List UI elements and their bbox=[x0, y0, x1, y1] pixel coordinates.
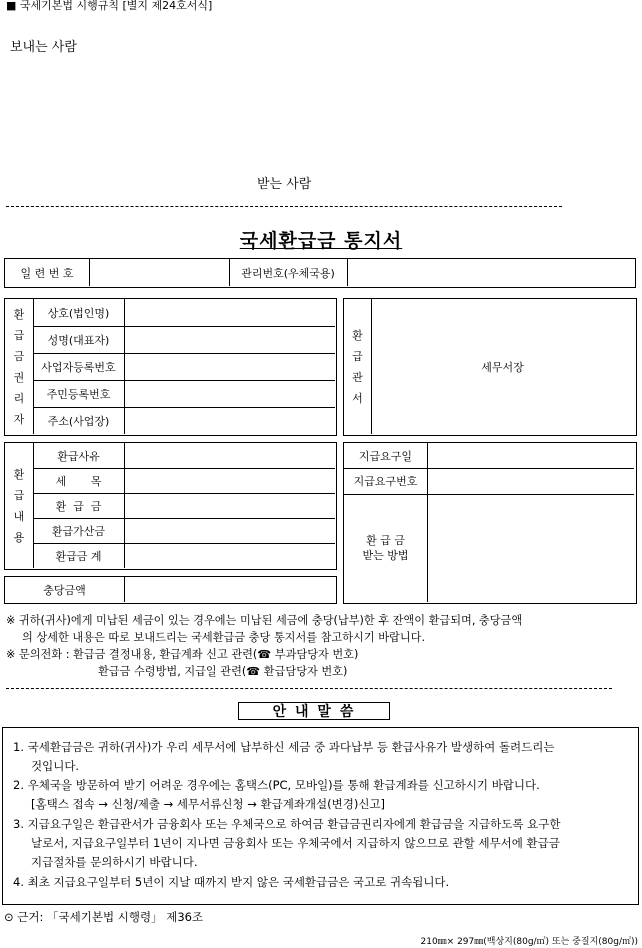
claimant-side-label: 환 급 금 권 리 자 bbox=[13, 307, 25, 426]
guide-box bbox=[2, 727, 639, 905]
document-title: 국세환급금 통지서 bbox=[239, 230, 403, 252]
receipt-method-label: 환 급 금 받는 방법 bbox=[362, 534, 409, 562]
company-name-value[interactable] bbox=[125, 299, 335, 326]
sender-label: 보내는 사람 bbox=[10, 40, 77, 55]
resident-reg-number-value[interactable] bbox=[125, 380, 335, 407]
serial-number-value[interactable] bbox=[89, 259, 229, 286]
receiver-label: 받는 사람 bbox=[257, 177, 312, 192]
payment-request-number-label: 지급요구번호 bbox=[353, 475, 418, 488]
refund-content-side-label: 환 급 내 용 bbox=[13, 467, 25, 544]
company-name-label: 상호(법인명) bbox=[47, 306, 110, 320]
guide-item-3: 3. 지급요구일은 환급관서가 금융회사 또는 우체국으로 하여금 환급금권리자에게 환급금을 지급하도록 요구한 날로서, 지급요구일부터 1년이 지나면 금융회사 또는 우체국에서 지급하지 않으므로 관할 세무서에 환급금 지급절차를 문의하시기 바랍니다. bbox=[13, 817, 561, 869]
guide-item-1: 1. 국세환급금은 귀하(귀사)가 우리 세무서에 납부하신 세금 중 과다납부 등 환급사유가 발생하여 돌려드리는 것입니다. bbox=[13, 740, 555, 773]
refund-reason-value[interactable] bbox=[125, 443, 335, 468]
refund-office-box bbox=[343, 298, 637, 436]
serial-row bbox=[4, 258, 636, 288]
refund-interest-value[interactable] bbox=[125, 518, 335, 543]
guide-item-4: 4. 최초 지급요구일부터 5년이 지날 때까지 받지 않은 국세환급금은 국고로 귀속됩니다. bbox=[13, 875, 450, 889]
offset-amount-value[interactable] bbox=[125, 577, 335, 602]
refund-content-box bbox=[4, 442, 337, 570]
representative-name-value[interactable] bbox=[125, 326, 335, 353]
paper-spec: 210㎜× 297㎜(백상지(80g/㎡) 또는 중질지(80g/㎡)) bbox=[420, 937, 638, 947]
address-value[interactable] bbox=[125, 407, 335, 434]
payment-box bbox=[343, 442, 637, 604]
tax-item-value[interactable] bbox=[125, 468, 335, 493]
refund-office-side-label: 환 급 관 서 bbox=[352, 328, 363, 405]
tax-item-label: 세 목 bbox=[55, 474, 102, 488]
business-reg-number-value[interactable] bbox=[125, 353, 335, 380]
offset-amount-label: 충당금액 bbox=[43, 583, 86, 597]
payment-request-number-value[interactable] bbox=[428, 468, 634, 494]
tax-office-head: 세무서장 bbox=[481, 360, 524, 374]
notes-section bbox=[6, 612, 638, 680]
management-number-label: 관리번호(우체국용) bbox=[241, 266, 335, 280]
payment-request-date-value[interactable] bbox=[428, 443, 634, 468]
offset-amount-row bbox=[4, 576, 337, 604]
form-reference: ■ 국세기본법 시행규칙 [별지 제24호서식] bbox=[6, 0, 213, 12]
refund-interest-label: 환급가산금 bbox=[51, 524, 106, 538]
guide-title: 안 내 말 씀 bbox=[238, 702, 390, 720]
address-label: 주소(사업장) bbox=[47, 414, 110, 428]
claimant-box bbox=[4, 298, 337, 436]
note-contact-line-1: ※ 문의전화 : 환급금 결정내용, 환급계좌 신고 관련(☎ 부과담당자 번호) bbox=[6, 648, 359, 661]
serial-number-label: 일 련 번 호 bbox=[20, 266, 74, 280]
cut-line-top bbox=[6, 206, 562, 207]
payment-request-date-label: 지급요구일 bbox=[358, 449, 413, 463]
guide-item-2: 2. 우체국을 방문하여 받기 어려운 경우에는 홈택스(PC, 모바일)를 통해 환급계좌를 신고하시기 바랍니다. [홈택스 접속 → 신청/제출 → 세무서류신청 → 환급계좌개설(변경)신고] bbox=[13, 778, 540, 811]
business-reg-number-label: 사업자등록번호 bbox=[41, 360, 116, 374]
cut-line-bottom bbox=[6, 688, 612, 689]
note-contact-line-2: 환급금 수령방법, 지급일 관련(☎ 환급담당자 번호) bbox=[98, 665, 348, 678]
refund-amount-label: 환 급 금 bbox=[55, 499, 102, 513]
legal-basis: ⊙ 근거: 「국세기본법 시행령」 제36조 bbox=[4, 910, 204, 924]
refund-total-label: 환급금 계 bbox=[55, 549, 102, 563]
note-offset-line-1: ※ 귀하(귀사)에게 미납된 세금이 있는 경우에는 미납된 세금에 충당(납부)한 후 잔액이 환급되며, 충당금액 bbox=[6, 614, 523, 627]
resident-reg-number-label: 주민등록번호 bbox=[46, 387, 111, 401]
receipt-method-value[interactable] bbox=[428, 494, 634, 602]
management-number-value[interactable] bbox=[347, 259, 633, 286]
representative-name-label: 성명(대표자) bbox=[47, 333, 110, 347]
refund-amount-value[interactable] bbox=[125, 493, 335, 518]
refund-total-value[interactable] bbox=[125, 543, 335, 568]
note-offset-line-2: 의 상세한 내용은 따로 보내드리는 국세환급금 충당 통지서를 참고하시기 바랍니다. bbox=[22, 631, 426, 644]
refund-reason-label: 환급사유 bbox=[57, 449, 100, 463]
